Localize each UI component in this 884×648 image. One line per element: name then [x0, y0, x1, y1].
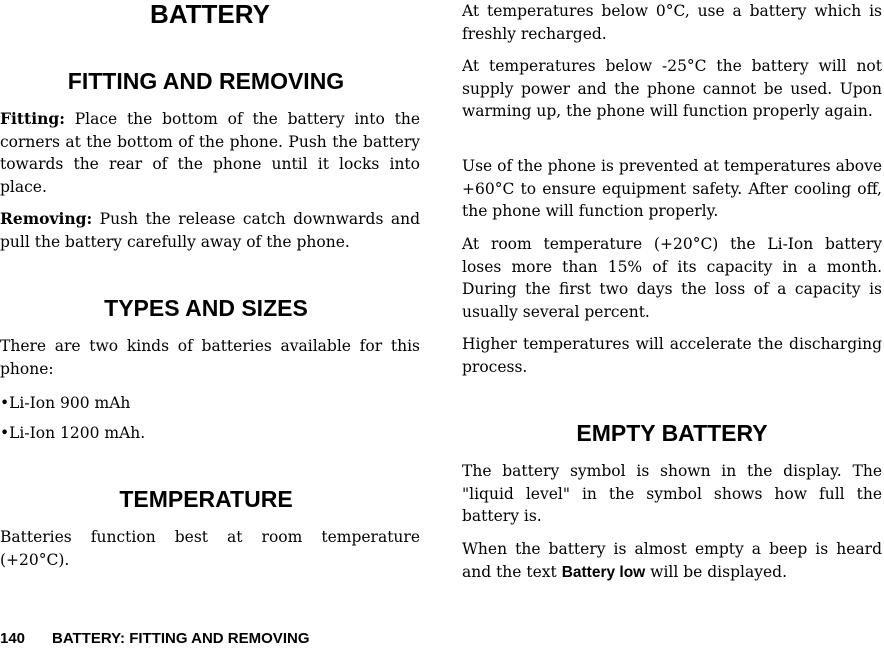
battery-low-paragraph	[462, 538, 882, 584]
removing-label: Removing:	[0, 209, 93, 228]
fitting-label: Fitting:	[0, 109, 65, 128]
footer-section-title: BATTERY: FITTING AND REMOVING	[52, 630, 310, 647]
fitting-paragraph	[0, 108, 420, 198]
battery-low-text-before: When the battery is almost empty a beep is heard and the text	[462, 540, 882, 581]
fitting-text: Place the bottom of the battery into the corners at the bottom of the phone. Push the battery towards the rear of the phone until it locks into place.	[0, 110, 420, 196]
battery-low-keyword: Battery low	[561, 563, 646, 581]
removing-paragraph	[0, 208, 420, 253]
below-zero-paragraph: At temperatures below -25°C the battery will not supply power and the phone cannot be used. Upon warming up, the phone will function properly again.	[462, 57, 882, 120]
cold-paragraph: At temperatures below 0°C, use a battery which is freshly recharged.	[462, 2, 882, 43]
types-paragraph: There are two kinds of batteries available for this phone:	[0, 337, 420, 378]
temperature-heading: TEMPERATURE	[119, 486, 293, 512]
temperature-paragraph: Batteries function best at room temperature (+20°C).	[0, 528, 420, 569]
battery-low-text-after: will be displayed.	[645, 562, 787, 581]
empty-battery-paragraph: The battery symbol is shown in the display. The "liquid level" in the symbol shows how full the battery is.	[462, 462, 882, 525]
page-title: BATTERY	[150, 0, 270, 29]
page-number: 140	[0, 630, 26, 647]
types-list-item: •Li-Ion 900 mAh	[0, 394, 131, 412]
heat-paragraph: Use of the phone is prevented at temperatures above +60°C to ensure equipment safety. After cooling off, the phone will function properly.	[462, 157, 882, 220]
fitting-heading: FITTING AND REMOVING	[67, 68, 345, 94]
page-footer	[0, 630, 309, 648]
empty-battery-heading: EMPTY BATTERY	[576, 420, 768, 446]
removing-text: Push the release catch downwards and pull the battery carefully away of the phone.	[0, 210, 420, 251]
discharge-paragraph: Higher temperatures will accelerate the discharging process.	[462, 335, 882, 376]
room-temperature-paragraph: At room temperature (+20°C) the Li-Ion battery loses more than 15% of its capacity in a month. During the first two days the loss of a capacity is usually several percent.	[462, 235, 882, 321]
types-heading: TYPES AND SIZES	[104, 295, 308, 321]
types-list-item: •Li-Ion 1200 mAh.	[0, 424, 146, 442]
